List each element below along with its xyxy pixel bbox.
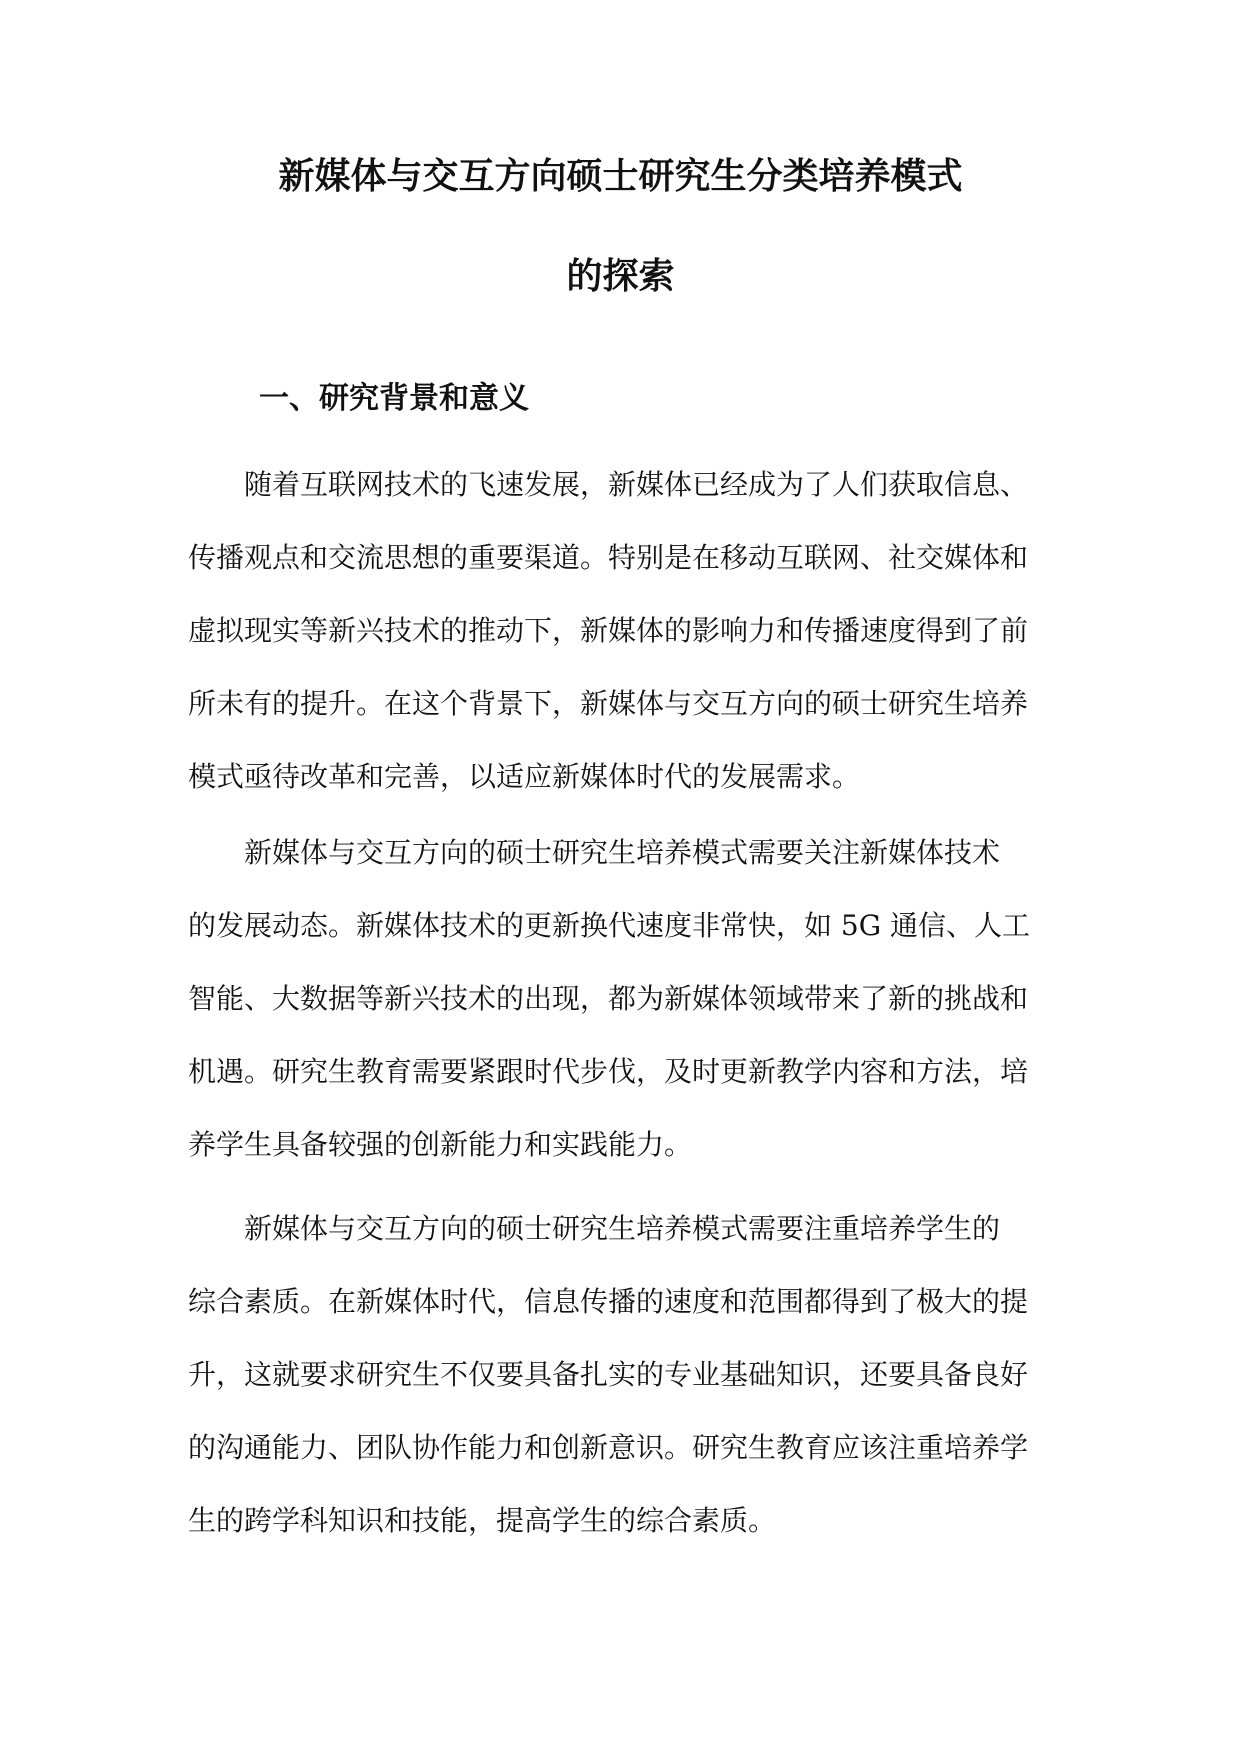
paragraph-2-line-2: 的发展动态。新媒体技术的更新换代速度非常快，如 5G 通信、人工 xyxy=(188,909,1030,942)
document-title-line-2: 的探索 xyxy=(566,255,675,297)
paragraph-3-line-4: 的沟通能力、团队协作能力和创新意识。研究生教育应该注重培养学 xyxy=(188,1431,1029,1464)
paragraph-1-line-1: 随着互联网技术的飞速发展，新媒体已经成为了人们获取信息、 xyxy=(244,468,1029,501)
paragraph-1-line-3: 虚拟现实等新兴技术的推动下，新媒体的影响力和传播速度得到了前 xyxy=(188,614,1029,647)
paragraph-3-line-2: 综合素质。在新媒体时代，信息传播的速度和范围都得到了极大的提 xyxy=(188,1285,1029,1318)
paragraph-3-line-3: 升，这就要求研究生不仅要具备扎实的专业基础知识，还要具备良好 xyxy=(188,1358,1029,1391)
paragraph-2-line-4: 机遇。研究生教育需要紧跟时代步伐，及时更新教学内容和方法，培 xyxy=(188,1055,1029,1088)
document-title-line-1: 新媒体与交互方向硕士研究生分类培养模式 xyxy=(278,155,963,197)
paragraph-2-line-3: 智能、大数据等新兴技术的出现，都为新媒体领域带来了新的挑战和 xyxy=(188,982,1029,1015)
paragraph-3-line-1: 新媒体与交互方向的硕士研究生培养模式需要注重培养学生的 xyxy=(244,1212,1001,1245)
paragraph-1-line-2: 传播观点和交流思想的重要渠道。特别是在移动互联网、社交媒体和 xyxy=(188,541,1029,574)
paragraph-2-line-1: 新媒体与交互方向的硕士研究生培养模式需要关注新媒体技术 xyxy=(244,836,1001,869)
paragraph-1-line-4: 所未有的提升。在这个背景下，新媒体与交互方向的硕士研究生培养 xyxy=(188,687,1029,720)
paragraph-1-line-5: 模式亟待改革和完善，以适应新媒体时代的发展需求。 xyxy=(188,760,861,793)
paragraph-3-line-5: 生的跨学科知识和技能，提高学生的综合素质。 xyxy=(188,1504,777,1537)
section-heading: 一、研究背景和意义 xyxy=(259,381,529,416)
paragraph-2-line-5: 养学生具备较强的创新能力和实践能力。 xyxy=(188,1128,693,1161)
